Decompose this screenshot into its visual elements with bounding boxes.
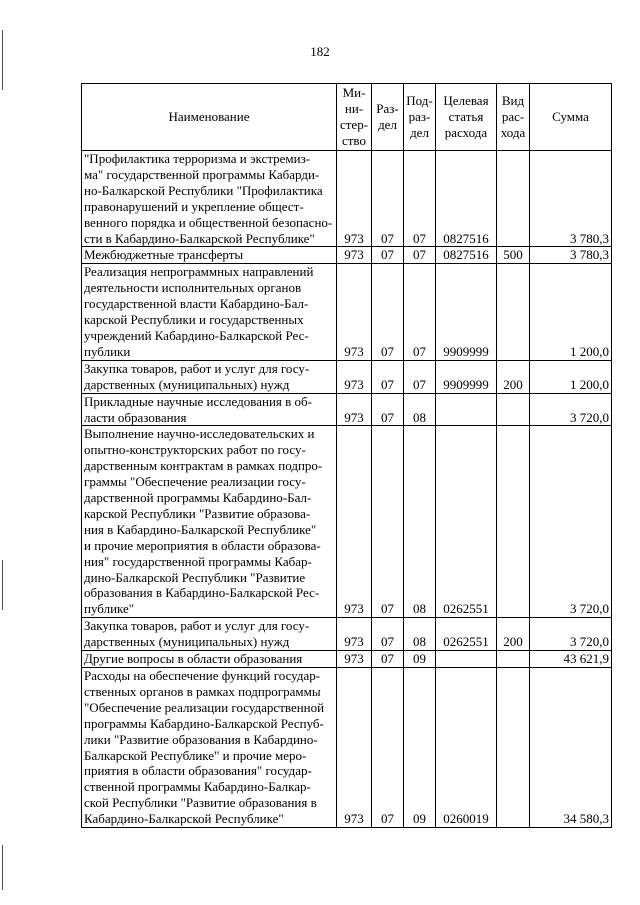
cell-subsection: 07 xyxy=(404,247,436,264)
cell-target-article: 0827516 xyxy=(436,151,497,247)
cell-target-article xyxy=(436,393,497,426)
cell-name: Расходы на обеспечение функций государ- ственных органов в рамках подпрограммы "Обеспечение реализации государственной программы Кабардино-Балкарской Респуб- лики "Развитие образования в Кабардино- Балкарской Республике" и прочие меро- приятия в области образования" государ- ственной программы Кабардино-Балкар- ской Республики "Развитие образования в Кабардино-Балкарской Республике" xyxy=(82,668,337,828)
header-amount: Сумма xyxy=(530,84,612,151)
cell-expense-type xyxy=(497,426,530,618)
header-expense-type: Вид рас- хода xyxy=(497,84,530,151)
budget-table xyxy=(81,83,612,828)
cell-expense-type xyxy=(497,151,530,247)
cell-expense-type: 500 xyxy=(497,247,530,264)
cell-subsection: 08 xyxy=(404,393,436,426)
cell-target-article: 0262551 xyxy=(436,618,497,651)
header-section: Раз- дел xyxy=(372,84,404,151)
scan-edge-mark-bottom xyxy=(2,845,3,890)
header-name: Наименование xyxy=(82,84,337,151)
cell-ministry: 973 xyxy=(337,264,372,360)
header-ministry: Ми- ни- стер- ство xyxy=(337,84,372,151)
table-row xyxy=(82,247,612,264)
cell-expense-type xyxy=(497,651,530,668)
cell-ministry: 973 xyxy=(337,426,372,618)
cell-target-article: 0260019 xyxy=(436,668,497,828)
cell-subsection: 08 xyxy=(404,618,436,651)
cell-expense-type: 200 xyxy=(497,618,530,651)
cell-target-article: 0827516 xyxy=(436,247,497,264)
cell-expense-type xyxy=(497,264,530,360)
cell-amount: 3 780,3 xyxy=(530,151,612,247)
cell-amount: 3 780,3 xyxy=(530,247,612,264)
table-row xyxy=(82,618,612,651)
cell-amount: 1 200,0 xyxy=(530,360,612,393)
cell-name: Межбюджетные трансферты xyxy=(82,247,337,264)
table-row xyxy=(82,151,612,247)
table-row xyxy=(82,668,612,828)
cell-name: Другие вопросы в области образования xyxy=(82,651,337,668)
header-subsection: Под- раз- дел xyxy=(404,84,436,151)
cell-name: "Профилактика терроризма и экстремиз- ма" государственной программы Кабарди- но-Балкарской Республики "Профилактика правонарушений и укрепление общест- венного порядка и общественной безопасно- сти в Кабардино-Балкарской Республике" xyxy=(82,151,337,247)
cell-target-article: 9909999 xyxy=(436,264,497,360)
table-row xyxy=(82,651,612,668)
cell-ministry: 973 xyxy=(337,360,372,393)
cell-subsection: 07 xyxy=(404,264,436,360)
table-row xyxy=(82,426,612,618)
scan-edge-mark-top xyxy=(2,30,3,90)
cell-amount: 34 580,3 xyxy=(530,668,612,828)
cell-expense-type xyxy=(497,668,530,828)
cell-section: 07 xyxy=(372,393,404,426)
table-body xyxy=(82,151,612,828)
cell-target-article: 9909999 xyxy=(436,360,497,393)
cell-expense-type xyxy=(497,393,530,426)
cell-ministry: 973 xyxy=(337,651,372,668)
cell-target-article xyxy=(436,651,497,668)
cell-subsection: 07 xyxy=(404,360,436,393)
cell-amount: 43 621,9 xyxy=(530,651,612,668)
cell-subsection: 08 xyxy=(404,426,436,618)
cell-name: Закупка товаров, работ и услуг для госу- дарственных (муниципальных) нужд xyxy=(82,618,337,651)
cell-name: Прикладные научные исследования в об- ласти образования xyxy=(82,393,337,426)
cell-name: Реализация непрограммных направлений деятельности исполнительных органов государственной власти Кабардино-Бал- карской Республики и государственных учреждений Кабардино-Балкарской Рес- публики xyxy=(82,264,337,360)
cell-target-article: 0262551 xyxy=(436,426,497,618)
cell-section: 07 xyxy=(372,651,404,668)
cell-ministry: 973 xyxy=(337,393,372,426)
cell-section: 07 xyxy=(372,360,404,393)
cell-subsection: 09 xyxy=(404,651,436,668)
cell-section: 07 xyxy=(372,426,404,618)
cell-ministry: 973 xyxy=(337,151,372,247)
page-number: 182 xyxy=(310,44,330,59)
cell-ministry: 973 xyxy=(337,618,372,651)
cell-ministry: 973 xyxy=(337,668,372,828)
cell-amount: 3 720,0 xyxy=(530,393,612,426)
cell-ministry: 973 xyxy=(337,247,372,264)
cell-name: Выполнение научно-исследовательских и опытно-конструкторских работ по госу- дарственным контрактам в рамках подпро- граммы "Обеспечение реализации госу- дарственной программы Кабардино-Бал- карской Республики "Развитие образова- ния в Кабардино-Балкарской Республике" и прочие мероприятия в области образова- ния" государственной программы Кабар- дино-Балкарской Республики "Развитие образования в Кабардино-Балкарской Рес- публике" xyxy=(82,426,337,618)
scan-edge-mark-middle xyxy=(2,560,3,610)
cell-amount: 3 720,0 xyxy=(530,618,612,651)
table-row xyxy=(82,393,612,426)
cell-subsection: 09 xyxy=(404,668,436,828)
cell-subsection: 07 xyxy=(404,151,436,247)
cell-amount: 1 200,0 xyxy=(530,264,612,360)
cell-expense-type: 200 xyxy=(497,360,530,393)
header-target-article: Целевая статья расхода xyxy=(436,84,497,151)
table-header-row xyxy=(82,84,612,151)
table-row xyxy=(82,264,612,360)
table-row xyxy=(82,360,612,393)
cell-amount: 3 720,0 xyxy=(530,426,612,618)
cell-section: 07 xyxy=(372,264,404,360)
cell-name: Закупка товаров, работ и услуг для госу- дарственных (муниципальных) нужд xyxy=(82,360,337,393)
cell-section: 07 xyxy=(372,151,404,247)
cell-section: 07 xyxy=(372,247,404,264)
cell-section: 07 xyxy=(372,668,404,828)
cell-section: 07 xyxy=(372,618,404,651)
